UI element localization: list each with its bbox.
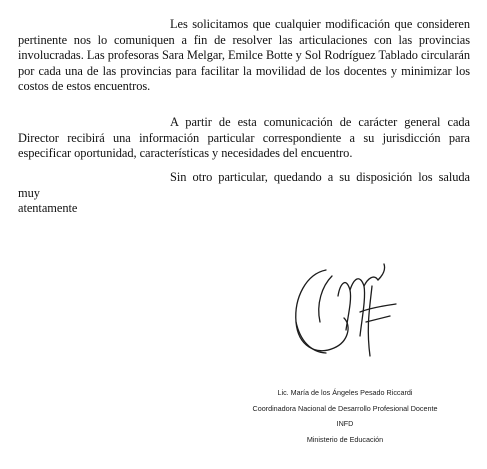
signature-block	[230, 385, 460, 447]
signer-role: Coordinadora Nacional de Desarrollo Profesional Docente	[252, 403, 438, 413]
handwritten-signature	[286, 256, 406, 366]
letter-paragraph-2: A partir de esta comunicación de carácter general cada Director recibirá una información particular correspondiente a su jurisdicción para especificar oportunidad, características y necesidades del encuentro.	[18, 115, 470, 161]
signer-institute: INFD	[336, 419, 354, 428]
farewell-text: Sin otro particular, quedando a su disposición los saluda muy	[18, 170, 470, 200]
closing-text: atentamente	[18, 201, 78, 216]
letter-paragraph-3	[18, 170, 470, 217]
letter-paragraph-1: Les solicitamos que cualquier modificación que consideren pertinente nos lo comuniquen a fin de resolver las articulaciones con las provincias involucradas. Las profesoras Sara Melgar, Emilce Botte y Sol Rodríguez Tablado circularán por cada una de las provincias para facilitar la movilidad de los docentes y minimizar los costos de estos encuentros.	[18, 17, 470, 94]
signer-ministry: Ministerio de Educación	[306, 434, 384, 444]
signer-name: Lic. María de los Ángeles Pesado Riccardi	[277, 388, 413, 397]
